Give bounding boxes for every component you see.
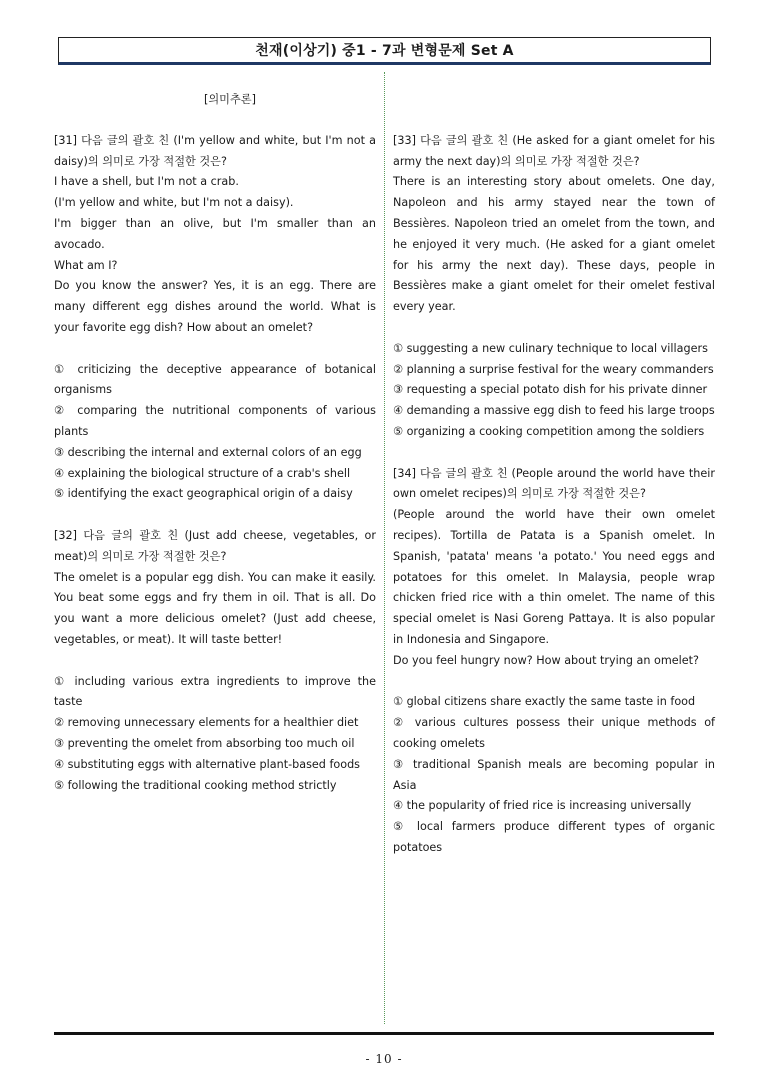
choice-5: ⑤ identifying the exact geographical origin of a daisy: [54, 487, 353, 501]
left-column: [54, 90, 376, 817]
choice-3: ③ describing the internal and external colors of an egg: [54, 445, 362, 459]
choice-list: [54, 672, 376, 797]
question-32: [54, 526, 376, 796]
question-prompt: [31] 다음 글의 괄호 친 (I'm yellow and white, but I'm not a daisy)의 의미로 가장 적절한 것은?: [54, 133, 376, 168]
question-34: [393, 464, 715, 859]
question-passage: (People around the world have their own omelet recipes). Tortilla de Patata is a Spanish omelet. In Spanish, 'patata' means 'a potato.' You need eggs and potatoes for this omelet. In Malaysia, people wrap chicken fried rice with a thin omelet. The name of this special omelet is Nasi Goreng Pattaya. It is also popular in Indonesia and Singapore. Do you feel hungry now? How about trying an omelet?: [393, 508, 715, 667]
question-31: [54, 131, 376, 505]
choice-list: [393, 339, 715, 443]
choice-4: ④ the popularity of fried rice is increasing universally: [393, 799, 692, 813]
choice-1: ① global citizens share exactly the same taste in food: [393, 695, 696, 709]
question-prompt: [33] 다음 글의 괄호 친 (He asked for a giant omelet for his army the next day)의 의미로 가장 적절한 것은?: [393, 133, 715, 168]
page-title: 천재(이상기) 중1 - 7과 변형문제 Set A: [255, 43, 514, 59]
question-passage: I have a shell, but I'm not a crab. (I'm yellow and white, but I'm not a daisy). I'm bigger than an olive, but I'm smaller than an avocado. What am I? Do you know the answer? Yes, it is an egg. There are many different egg dishes around the world. What is your favorite egg dish? How about an omelet?: [54, 175, 376, 334]
choice-1: ① criticizing the deceptive appearance of botanical organisms: [54, 362, 376, 397]
choice-list: [54, 360, 376, 506]
page-number: - 10 -: [365, 1052, 403, 1066]
choice-3: ③ requesting a special potato dish for his private dinner: [393, 383, 708, 397]
choice-2: ② various cultures possess their unique methods of cooking omelets: [393, 716, 715, 750]
question-prompt: [34] 다음 글의 괄호 친 (People around the world have their own omelet recipes)의 의미로 가장 적절한 것은?: [393, 466, 715, 501]
section-spacer: [393, 90, 715, 111]
choice-5: ⑤ local farmers produce different types of organic potatoes: [393, 820, 715, 854]
choice-2: ② removing unnecessary elements for a healthier diet: [54, 716, 359, 730]
choice-4: ④ substituting eggs with alternative plant-based foods: [54, 757, 361, 771]
choice-2: ② planning a surprise festival for the weary commanders: [393, 362, 714, 376]
choice-4: ④ explaining the biological structure of a crab's shell: [54, 466, 351, 480]
choice-list: [393, 692, 715, 858]
choice-5: ⑤ organizing a cooking competition among the soldiers: [393, 424, 705, 438]
question-prompt: [32] 다음 글의 괄호 친 (Just add cheese, vegetables, or meat)의 의미로 가장 적절한 것은?: [54, 528, 376, 563]
choice-1: ① suggesting a new culinary technique to local villagers: [393, 341, 708, 355]
choice-3: ③ preventing the omelet from absorbing too much oil: [54, 736, 355, 750]
footer-rule: [54, 1032, 714, 1035]
section-label: [의미추론]: [204, 93, 256, 106]
choice-1: ① including various extra ingredients to improve the taste: [54, 674, 376, 709]
question-passage: The omelet is a popular egg dish. You can make it easily. You beat some eggs and fry them in oil. That is all. Do you want a more delicious omelet? (Just add cheese, vegetables, or meat). It will taste better!: [54, 570, 376, 646]
question-passage: There is an interesting story about omelets. One day, Napoleon and his army stayed near the town of Bessières. Napoleon tried an omelet from the town, and he enjoyed it very much. (He asked for a giant omelet for his army the next day). These days, people in Bessières make a giant omelet for their omelet festival every year.: [393, 175, 715, 314]
right-column: [393, 90, 715, 879]
choice-4: ④ demanding a massive egg dish to feed his large troops: [393, 404, 715, 418]
choice-2: ② comparing the nutritional components of various plants: [54, 404, 376, 438]
header-box: [58, 37, 711, 65]
choice-3: ③ traditional Spanish meals are becoming popular in Asia: [393, 757, 715, 792]
column-divider: [384, 72, 385, 1024]
question-33: [393, 131, 715, 443]
choice-5: ⑤ following the traditional cooking method strictly: [54, 778, 337, 792]
